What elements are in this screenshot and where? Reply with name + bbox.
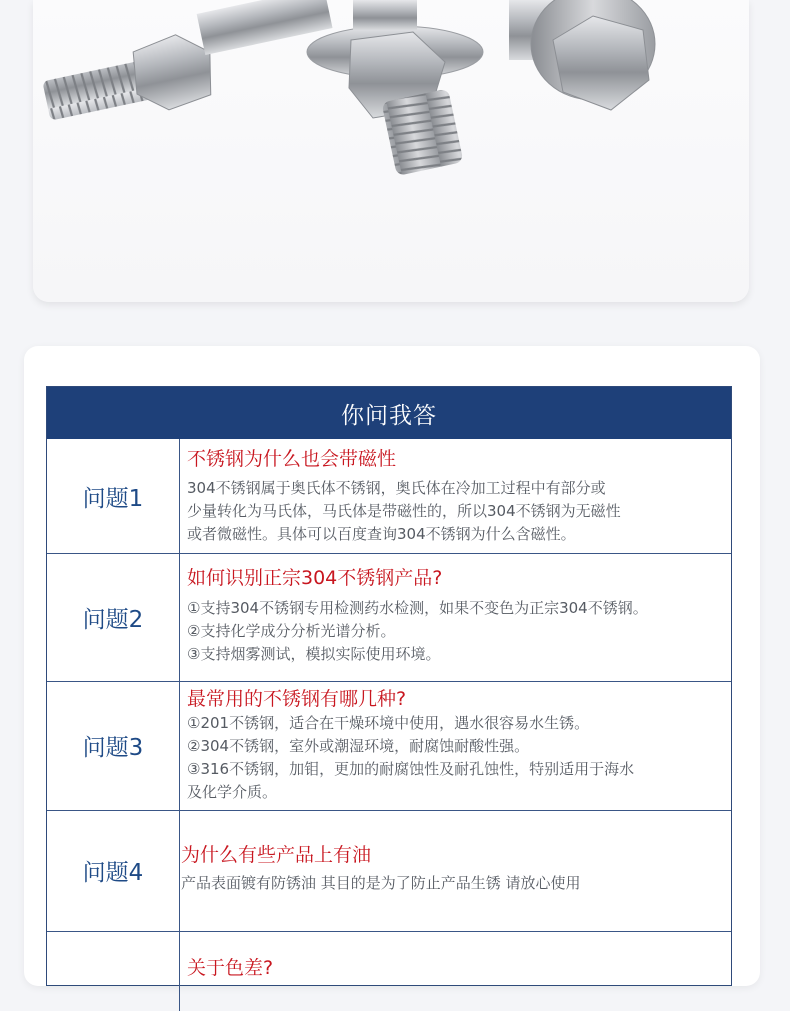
- answer-title: 为什么有些产品上有油: [181, 844, 372, 866]
- question-label: 问题4: [47, 810, 180, 931]
- answer-cell: [187, 681, 727, 810]
- answer-title: 不锈钢为什么也会带磁性: [187, 448, 397, 470]
- answer-line: ①支持304不锈钢专用检测药水检测，如果不变色为正宗304不锈钢。: [187, 599, 648, 617]
- faq-row: [47, 931, 731, 1011]
- answer-line: ③316不锈钢，加钼，更加的耐腐蚀性及耐孔蚀性，特别适用于海水: [187, 760, 635, 778]
- bolt-center: [307, 0, 483, 176]
- answer-line: ③支持烟雾测试，模拟实际使用环境。: [187, 645, 441, 663]
- answer-line: ②304不锈钢，室外或潮湿环境，耐腐蚀耐酸性强。: [187, 737, 530, 755]
- answer-title: 最常用的不锈钢有哪几种?: [187, 688, 407, 710]
- answer-line: 及化学介质。: [187, 783, 278, 801]
- bolt-right: [509, 0, 655, 110]
- answer-title: 如何识别正宗304不锈钢产品?: [187, 567, 443, 589]
- answer-cell: [187, 439, 727, 553]
- faq-table: [46, 386, 732, 986]
- answer-line: 304不锈钢属于奥氏体不锈钢，奥氏体在冷加工过程中有部分或: [187, 479, 606, 497]
- answer-cell: [181, 810, 727, 931]
- answer-line: 少量转化为马氏体，马氏体是带磁性的，所以304不锈钢为无磁性: [187, 502, 621, 520]
- bolt-left: [35, 0, 342, 134]
- answer-cell: [187, 553, 727, 681]
- faq-header: 你问我答: [47, 387, 731, 439]
- faq-row: [47, 439, 731, 554]
- question-label: [47, 931, 180, 1011]
- faq-row: [47, 810, 731, 932]
- faq-row: [47, 681, 731, 811]
- question-label: 问题1: [47, 439, 180, 553]
- question-label: 问题2: [47, 553, 180, 681]
- answer-cell: [187, 931, 727, 1011]
- product-photo-card: [33, 0, 749, 302]
- faq-row: [47, 553, 731, 682]
- bolts-photo: [33, 0, 749, 302]
- answer-line: 产品表面镀有防锈油 其目的是为了防止产品生锈 请放心使用: [181, 874, 581, 892]
- answer-title: 关于色差?: [187, 957, 274, 979]
- answer-line: ②支持化学成分分析光谱分析。: [187, 622, 396, 640]
- answer-line: 或者微磁性。具体可以百度查询304不锈钢为什么含磁性。: [187, 525, 576, 543]
- question-label: 问题3: [47, 681, 180, 810]
- answer-line: ①201不锈钢，适合在干燥环境中使用，遇水很容易水生锈。: [187, 714, 590, 732]
